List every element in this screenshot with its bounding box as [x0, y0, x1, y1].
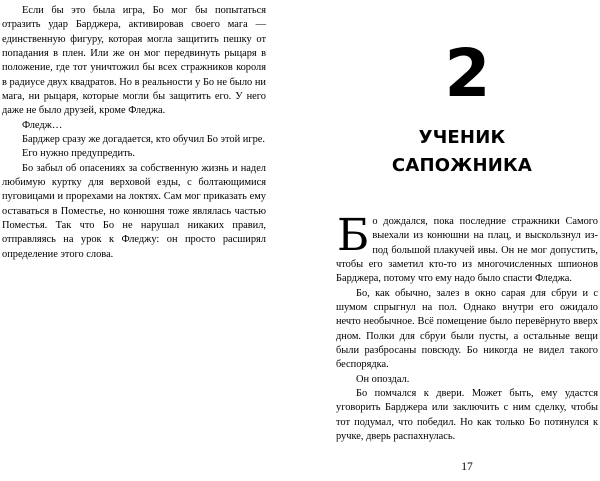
page-number: 17 [461, 461, 473, 473]
chapter-title-line-2: сапожника [391, 148, 533, 177]
paragraph: Бо, как обычно, залез в окно сарая для сбруи и с шумом спрыгнул на пол. Однако внутри его ожидало нечто необычное. Всё помещение было перевёрнуто вверх дном. Полки для сбруи были пусты, а остальные вещи были разбросаны повсюду. Бо никогда не видел такого беспорядка. [336, 287, 598, 371]
paragraph: Он опоздал. [356, 373, 410, 385]
chapter-title-line-1: ученик [418, 120, 506, 149]
opening-paragraph-text: о дождался, пока последние стражники Самого выехали из конюшни на плац, и выскользнул из-под большой плакучей ивы. Он не мог допустить, чтобы его заметил кто-то из многочисленных шпионов Барджера, потому что ему надо было спасти Фледжа. [336, 216, 598, 285]
right-page [300, 0, 600, 481]
paragraph: Бо помчался к двери. Может быть, ему удастся уговорить Барджера или заключить с ним сделку, чтобы тот подумал, что победил. Но как только Бо потянулся к ручке, дверь распахнулась. [336, 387, 598, 442]
paragraph: Бо забыл об опасениях за собственную жизнь и надел любимую куртку для верховой езды, с болтающимися пуговицами и прорехами на локтях. Сам мог приказать ему оставаться в Поместье, но конюшня тоже являлась частью Поместья. Так что Бо не нарушал никаких правил, отправляясь на урок к Фледжу: он просто расширял определение этого слова. [2, 162, 266, 260]
chapter-number: 2 [444, 35, 490, 112]
drop-cap: Б [337, 210, 370, 261]
opening-paragraph [336, 210, 598, 287]
chapter-title [326, 122, 598, 175]
right-page-text-column [336, 210, 598, 444]
paragraph: Если бы это была игра, Бо мог бы попытаться отразить удар Барджера, активировав своего мага — единственную фигуру, которая могла защитить пешку от попадания в плен. Или же он мог передвинуть рыцаря в положение, где тот уничтожил бы всех стражников короля в радиусе двух квадратов. Но в реальности у Бо не было ни мага, ни рыцаря, которые могли бы защитить его. У него даже не было друзей, кроме Фледжа. [2, 5, 266, 117]
left-page [0, 0, 268, 481]
paragraph: Фледж… [22, 119, 63, 131]
paragraph: Барджер сразу же догадается, кто обучил Бо этой игре. [22, 133, 266, 145]
left-page-text-column [2, 4, 266, 262]
paragraph: Его нужно предупредить. [22, 148, 135, 160]
